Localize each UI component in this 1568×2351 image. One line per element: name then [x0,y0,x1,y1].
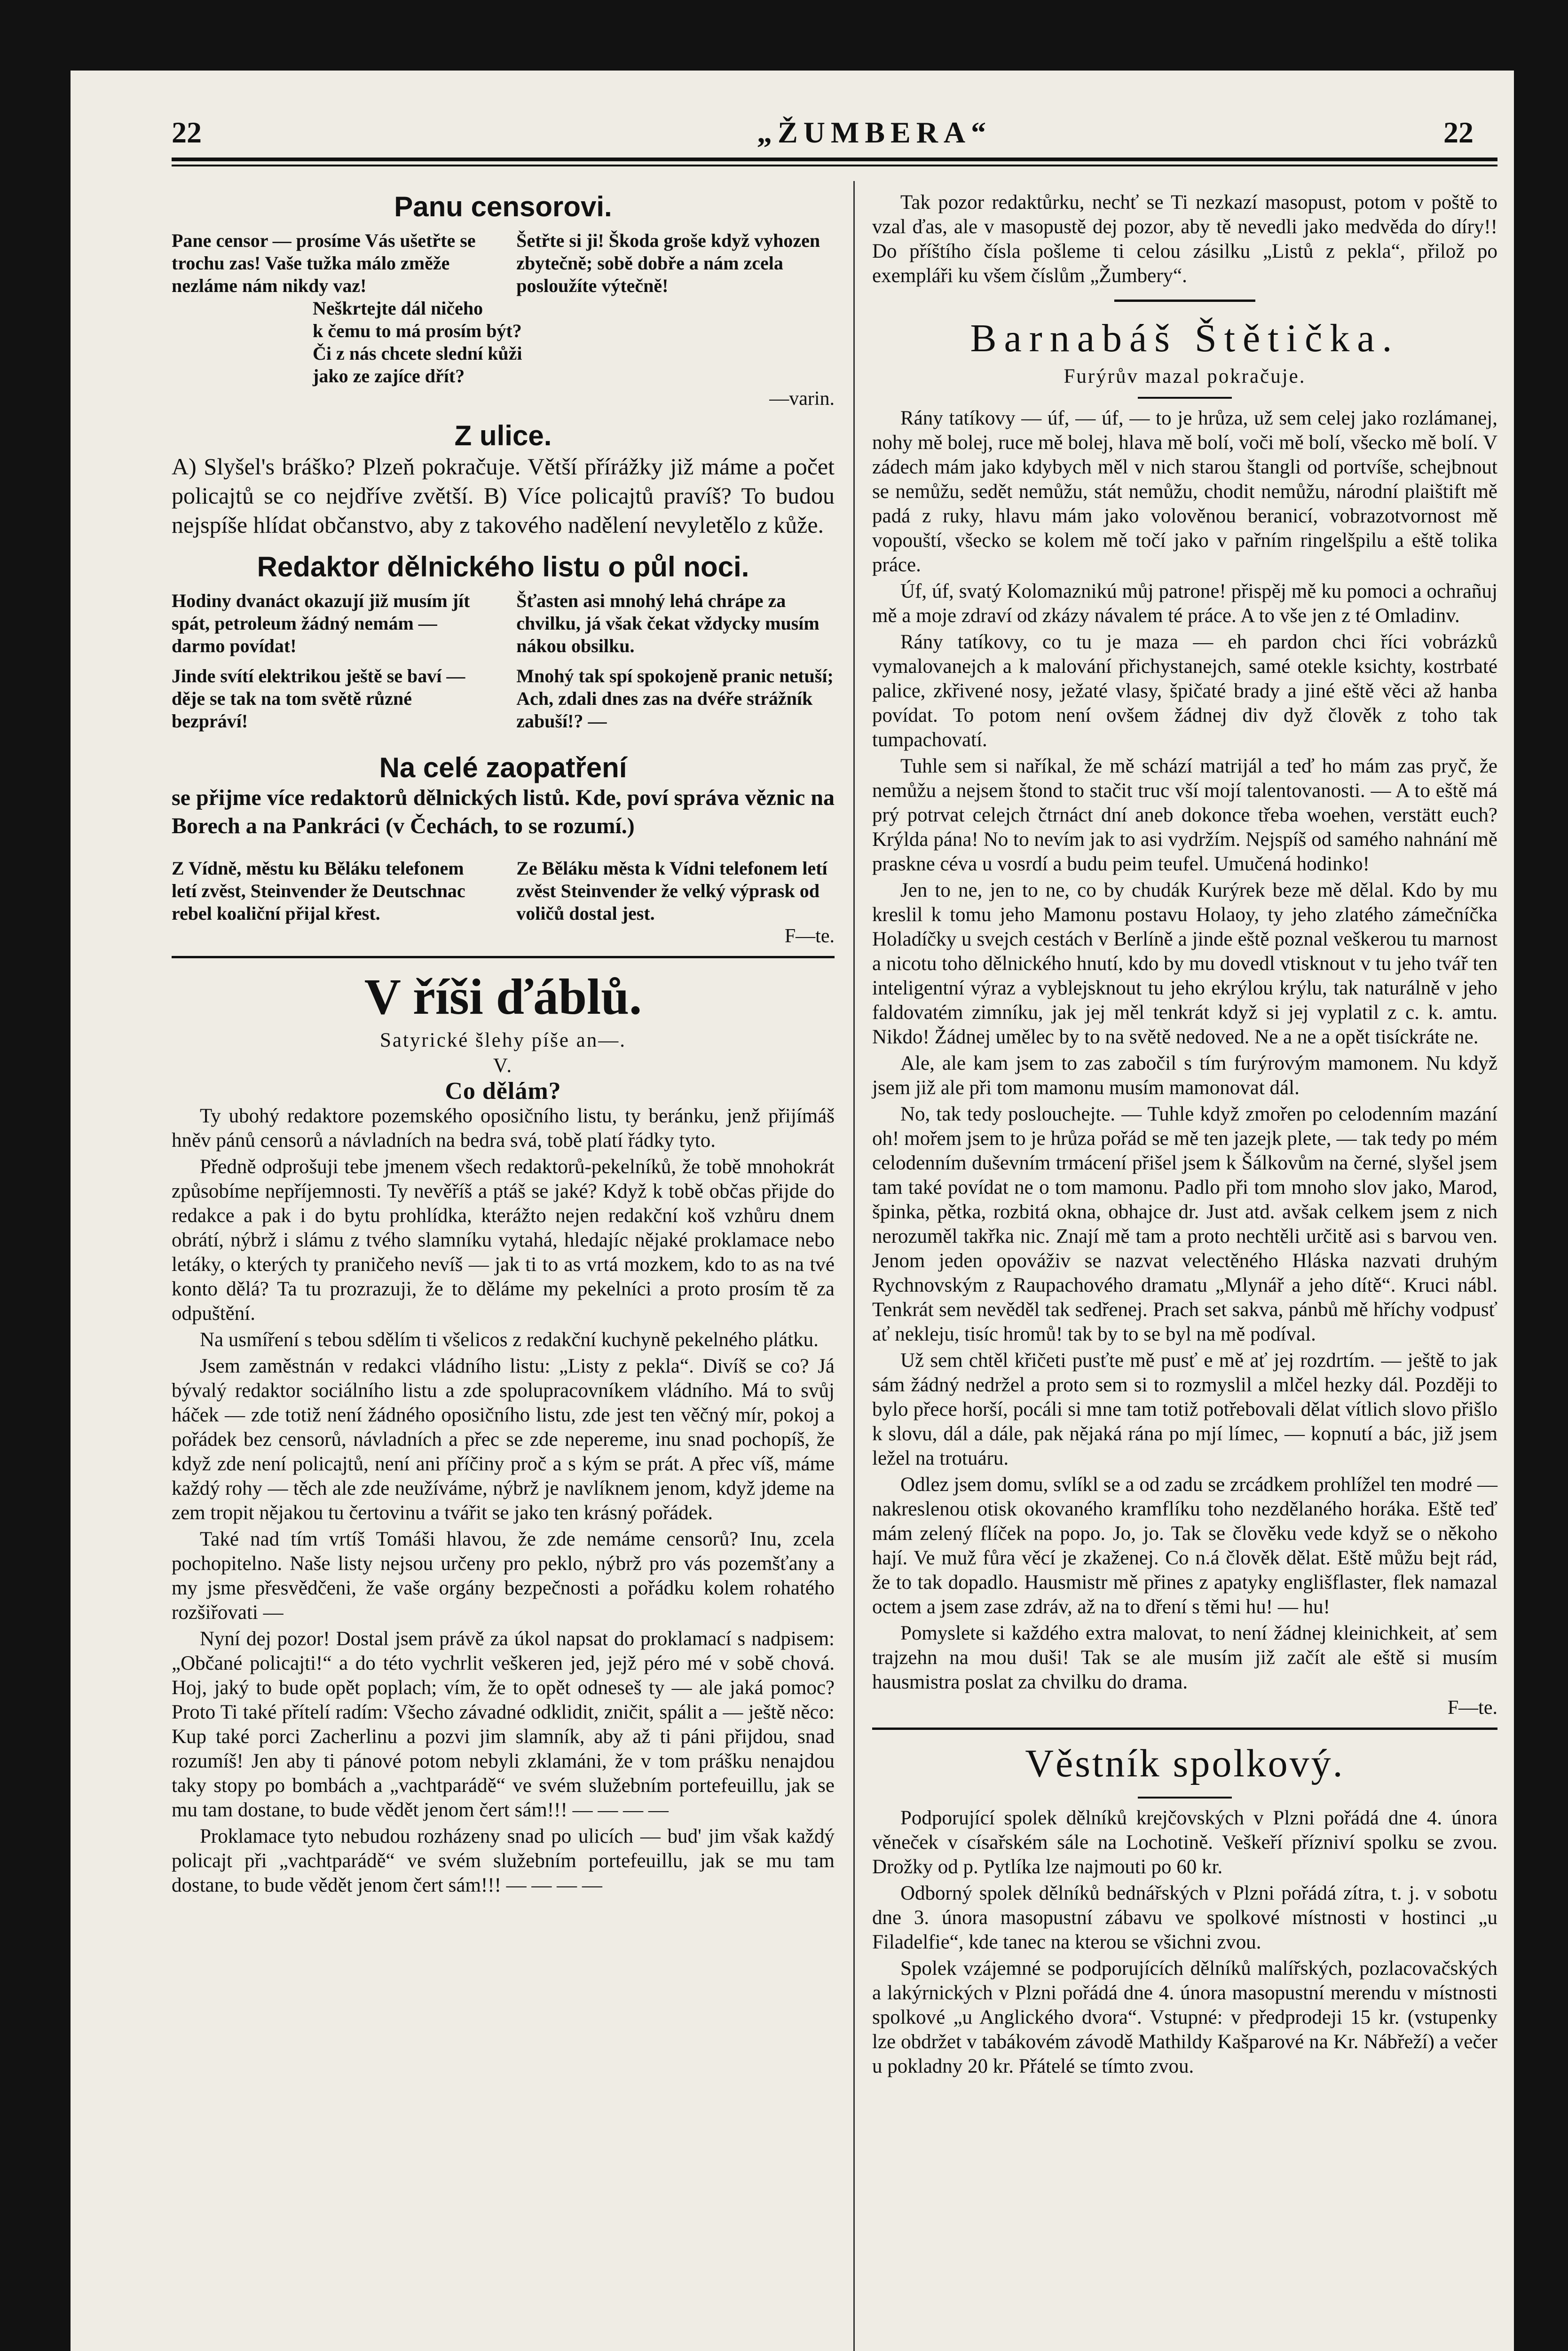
censor-poem [172,229,835,297]
newspaper-page [71,71,1514,2351]
risi-paragraph: Na usmíření s tebou sdělím ti všelicos z redakční kuchyně pekelného plátku. [200,1329,819,1351]
censor-signature: —varin. [769,388,835,410]
risi-roman: V. [493,1055,513,1077]
risi-paragraph: Proklamace tyto nebudou rozházeny snad po ulicích — bud' jim však každý policajt při „vachtparádě“ ve svém služebním portefeuillu, jak se mu tam dostane, to bude vědět jenom čert sám!!! — — — — [172,1825,835,1896]
vidne-signature: F—te. [784,925,835,947]
zaopatreni-title: Na celé zaopatření [379,752,627,783]
risi-paragraph: Jsem zaměstnán v redakci vládního listu: „Listy z pekla“. Divíš se co? Já bývalý redaktor sociálního listu a zde spolupracovníkem vládního. Má to svůj háček — zde totiž není žádného oposičního listu, zde jest ten věčný mír, pokoj a pořádek bez censorů, návladních a přec se zde nepereme, inu snad pochopíš, že když zde není policajtů, není ani příčiny proč a s kým se prát. A přec víš, máme každý rohy — těch ale zde neužíváme, nýbrž je navlíknem jenom, když jdeme na zem tropit nějakou tu čertovinu a tvářit se jako ten krásný pořádek. [172,1355,835,1524]
intro-paragraph: Tak pozor redaktůrku, nechť se Ti nezkazí masopust, potom v poště to vzal ďas, ale v masopustě dej pozor, aby tě nevedli jako medvěda do díry!! Do příštího čísla pošleme ti celou zásilku „Listů z pekla“, přilož po exempláři ku všem číslům „Žumbery“. [872,191,1497,287]
barnabas-paragraph: Úf, úf, svatý Kolomaznikú můj patrone! přispěj mě ku pomoci a ochrañuj mě a moje zdraví od zkázy návalem té práce. A to vše jen z té Omladinv. [872,580,1497,627]
barnabas-subtitle: Furýrův mazal pokračuje. [1064,365,1306,387]
redaktor-col1 [172,590,490,733]
vestnik-title: Věstník spolkový. [1025,1742,1345,1785]
poem-stanza: Šťasten asi mnohý lehá chrápe za chvilku, já však čekat vždycky musím nákou obsilku. [516,590,819,656]
section-separator [872,1728,1497,1730]
vidne-poem [172,857,835,925]
right-column [872,190,1497,2081]
vestnik-paragraph: Spolek vzájemné se podporujících dělníků malířských, pozlacovačských a lakýrnických v Plzni pořádá dne 4. února masopustní merendu v místnosti spolkové „u Anglického dvora“. Vstupné: v předprodeji 15 kr. (vstupenky lze obdržet v tabákovém závodě Mathildy Kašparové na Kr. Nábřeží) a večer u pokladny 20 kr. Přátelé se tímto zvou. [872,1957,1497,2077]
censor-col1: Pane censor — prosíme Vás ušetřte se trochu zas! Vaše tužka málo změže nezláme nám nikdy vaz! [172,230,476,296]
barnabas-paragraph: Jen to ne, jen to ne, co by chudák Kurýrek beze mě dělal. Kdo by mu kreslil k tomu jeho Mamonu postavu Holaoy, ty jeho zlatého zámečníčka Holadíčky u svejch cestách v Berlíně a jinde eště poznal veškerou tu marnost a nicotu toho dělnického hnutí, kdo by mu dovedl vtisknout v tu jeho tvář ten inteligentní výraz a vyblejsknout tu jeho ekrýlou krýlu, tak naturálně v jeho faldovatém zimníku, jak jej měl tenkrát když si jej vyplatil z c. k. amtu. Nikdo! Žádnej umělec by to na světě nedoved. Ne a ne a opět tisíckráte ne. [872,879,1497,1048]
page-number-right: 22 [1443,116,1473,149]
censor-title: Panu censorovi. [394,191,612,222]
vidne-col1: Z Vídně, městu ku Běláku telefonem letí zvěst, Steinvender že Deutschnac rebel koaliční přijal křest. [172,858,465,924]
header-rule-thin [172,165,1497,166]
section-separator [172,956,835,958]
ulice-title: Z ulice. [454,420,552,451]
redaktor-poem [172,590,835,733]
vestnik-paragraph: Podporující spolek dělníků krejčovských v Plzni pořádá dne 4. února věneček v císařském sále na Lochotině. Veškeří přízniví spolku se zvou. Drožky od p. Pytlíka lze najmouti po 60 kr. [872,1807,1497,1878]
stanza-line: Či z nás chcete slední kůži [313,343,522,364]
poem-stanza: Jinde svítí elektrikou ještě se baví — děje se tak na tom světě různé bezpráví! [172,665,465,732]
risi-title: V říši ďáblů. [364,969,642,1025]
small-separator [1138,397,1232,399]
risi-paragraph: Také nad tím vrtíš Tomáši hlavou, že zde nemáme censorů? Inu, zcela pochopitelno. Naše listy nejsou určeny pro peklo, nýbrž pro vás pozemšťany a my jsme přesvědčeni, že vaše orgány bezpečnosti a pořádku kolem rohatého rozšiřovati — [172,1528,835,1624]
barnabas-paragraph: Ale, ale kam jsem to zas zabočil s tím furýrovým mamonem. Nu když jsem již ale při tom mamonu musím mamonovat dál. [872,1052,1497,1099]
page-number-left: 22 [172,116,202,149]
stanza-line: k čemu to má prosím být? [313,320,522,341]
masthead: „ŽUMBERA“ [757,116,992,149]
censor-stanza [313,297,835,387]
stanza-line: jako ze zajíce dřít? [313,365,465,387]
barnabas-paragraph: Pomyslete si každého extra malovat, to není žádnej kleinichkeit, ať sem trajzehn na mou duši! Tak se ale musím již začít ale eště si musím hausmistra poslat za chvilku do drama. [872,1622,1497,1693]
left-column [172,190,835,1900]
risi-paragraph: Nyní dej pozor! Dostal jsem právě za úkol napsat do proklamací s nadpisem: „Občané policajti!“ a do této vychrlit veškeren jed, jejž péro mé v sobě chová. Hoj, jaký to bude opět poplach; vím, že to opět odneseš ty — ale jaká pomoc? Proto Ti také přítelí radím: Všecho závadné odklidit, zničit, spálit a — ještě něco: Kup také porci Zacherlinu a pozvi jim slamník, aby až ti páni přijdou, snad rozumíš! Jen aby ti pánové potom nebyli zklamáni, že v tom prášku nenajdou taky stopy po bombách a „vachtparádě“ ve svém služebním portefeuillu, jak se mu tam dostane, to bude vědět jenom čert sám!!! — — — — [172,1628,835,1821]
barnabas-paragraph: No, tak tedy poslouchejte. — Tuhle když zmořen po celodenním mazání oh! mořem jsem to je hrůza pořád se mě ten jazejk plete, — tak tedy po mém celodenním duševním trmácení přišel jsem k Šálkovům na černé, slyšel jsem tam také povídat ne o tom mamonu. Padlo při tom mnoho slov jako, Marod, špinka, pětka, rozbitá okna, obhajce dr. Just atd. avšak celkem jsem z nich nerozuměl takřka nic. Znají mě tam a proto nechtěli určitě asi s barvou ven. Jenom jeden opováživ se nazvat velectěného Hláska nazvati druhým Rychnovským z Raupachového dramatu „Mlynář a jeho dítě“. Kruci nábl. Tenkrát sem nevěděl tak sedřenej. Prach set sakva, pánbů mě hříchy vodpusť ať nekleju, tisíc hromů! tak by to se byl na mě podíval. [872,1103,1497,1345]
barnabas-paragraph: Odlez jsem domu, svlíkl se a od zadu se zrcádkem prohlížel ten modré — nakreslenou otisk okovaného kramflíku toho nezdělaného horáka. Eště teď mám zelený flíček na popo. Jo, jo. Tak se člověku vede když se o někoho hají. Ve muž fůra věcí je zkaženej. Co n.á člověk dělat. Eště můžu bejt rád, že to tak dopadlo. Hausmistr mě přines z apatyky englišflaster, flek namazal octem a jsem zase zdráv, až na to dření s těmi hu! — hu! [872,1474,1497,1618]
vestnik-paragraph: Odborný spolek dělníků bednářských v Plzni pořádá zítra, t. j. v sobotu dne 3. února masopustní zábavu ve spolkové místnosti v hostinci „u Filadelfie“, kde tanec na kterou se všichni zvou. [872,1882,1497,1953]
poem-stanza: Mnohý tak spí spokojeně pranic netuší; Ach, zdali dnes zas na dvéře strážník zabuší!? — [516,665,834,732]
small-separator [1138,1797,1232,1799]
redaktor-title: Redaktor dělnického listu o půl noci. [257,551,749,583]
risi-paragraph: Ty ubohý redaktore pozemského oposičního listu, ty beránku, jenž přijímáš hněv pánů censorů a návladních na bedra svá, tobě platí řádky tyto. [172,1105,835,1152]
poem-stanza: Hodiny dvanáct okazují již musím jít spát, petroleum žádný nemám — darmo povídat! [172,590,470,656]
stanza-line: Neškrtejte dál ničeho [313,298,483,319]
risi-paragraph: Předně odprošuji tebe jmenem všech redaktorů-pekelníků, že tobě mnohokrát způsobíme nepříjemnosti. Ty nevěříš a ptáš se jaké? Když k tobě občas přijde do redakce a pak i do bytu prohlídka, kterážto nejen redakční koš vzhůru dnem obrátí, nýbrž i slámu z tvého slamníku vytahá, hledajíc nějaké proklamace nebo letáky, o kterých ty praničeho nevíš — jak ti to as vrtá mozkem, kdo to as na tvé konto dělá? Ta tu prozrazuji, že to děláme my pekelníci a proto prosím tě za odpuštění. [172,1156,835,1325]
zaopatreni-text: se přijme více redaktorů dělnických listů. Kde, poví správa věznic na Borech a na Pankráci (v Čechách, to se rozumí.) [172,785,835,838]
risi-ask: Co dělám? [445,1078,561,1104]
vidne-col2: Ze Běláku města k Vídni telefonem letí zvěst Steinvender že velký výprask od voličů dostal jest. [516,858,827,924]
barnabas-title: Barnabáš Štětička. [970,316,1400,360]
column-divider [853,181,855,2351]
censor-col2: Šetřte si ji! Škoda groše když vyhozen zbytečně; sobě dobře a nám zcela posloužíte výtečně! [516,230,820,296]
redaktor-col2 [516,590,835,733]
barnabas-paragraph: Rány tatíkovy, co tu je maza — eh pardon chci říci vobrázků vymalovanejch a k malování přichystanejch, samé otekle ksichty, kostrbaté palice, zkřivené nosy, ježaté vlasy, špičaté brady a jiné eště věci až hanba povídat. To potom není ovšem žádnej div dyž člověk z toho tak tumpachovatí. [872,631,1497,751]
barnabas-paragraph: Už sem chtěl křičeti pusťte mě pusť e mě ať jej rozdrtím. — ještě to jak sám žádný nedržel a proto sem si to rozmyslil a mlčel hezky dál. Později to bylo přece horší, pocáli si mne tam totiž potřebovali dělat vítlich slovo přišlo k slovu, dál a dále, pak nějaká rána po mjí límec, — kopnutí a bác, již jsem ležel na trotuáru. [872,1349,1497,1469]
risi-subtitle: Satyrické šlehy píše an—. [379,1029,626,1051]
section-separator [1114,300,1255,302]
ulice-text: A) Slyšel's bráško? Plzeň pokračuje. Větší přírážky již máme a počet policajtů se co nejdříve zvětší. B) Více policajtů pravíš? To budou nejspíše hlídat občanstvo, aby z takového nadělení nevyletělo z kůže. [172,453,835,538]
barnabas-paragraph: Rány tatíkovy — úf, — úf, — to je hrůza, už sem celej jako rozlámanej, nohy mě bolej, ruce mě bolej, hlava mě bolí, voči mě bolí, všecko mě bolí. V zádech mám jako kdybych měl v nich starou štangli od portvíše, schejbnout se nemůžu, sedět nemůžu, stát nemůžu, chodit nemůžu, národní plaištift mě padá z ruky, hlavu mám jako volověnou beranicí, vobrazotvornost mě vopouští, všecko se kolem mě točí jako v pařním ringelšpilu a eště tolika práce. [872,407,1497,576]
barnabas-signature: F—te. [1447,1697,1497,1719]
barnabas-paragraph: Tuhle sem si naříkal, že mě schází matrijál a teď ho mám zas pryč, že nemůžu a nejsem štond to stačit truc vší mojí talentovanosti. — A to eště má prý potrvat celejch čtrnáct dní aneb dokonce třeba woehen, verstätt euch? Krýlda pána! No to nevím jak to asi vydržím. Nejspíš od samého nahnání mě praskne céva u vosrdí a budu peim teufel. Umučená hodinko! [872,755,1497,875]
header-rule [172,158,1497,161]
